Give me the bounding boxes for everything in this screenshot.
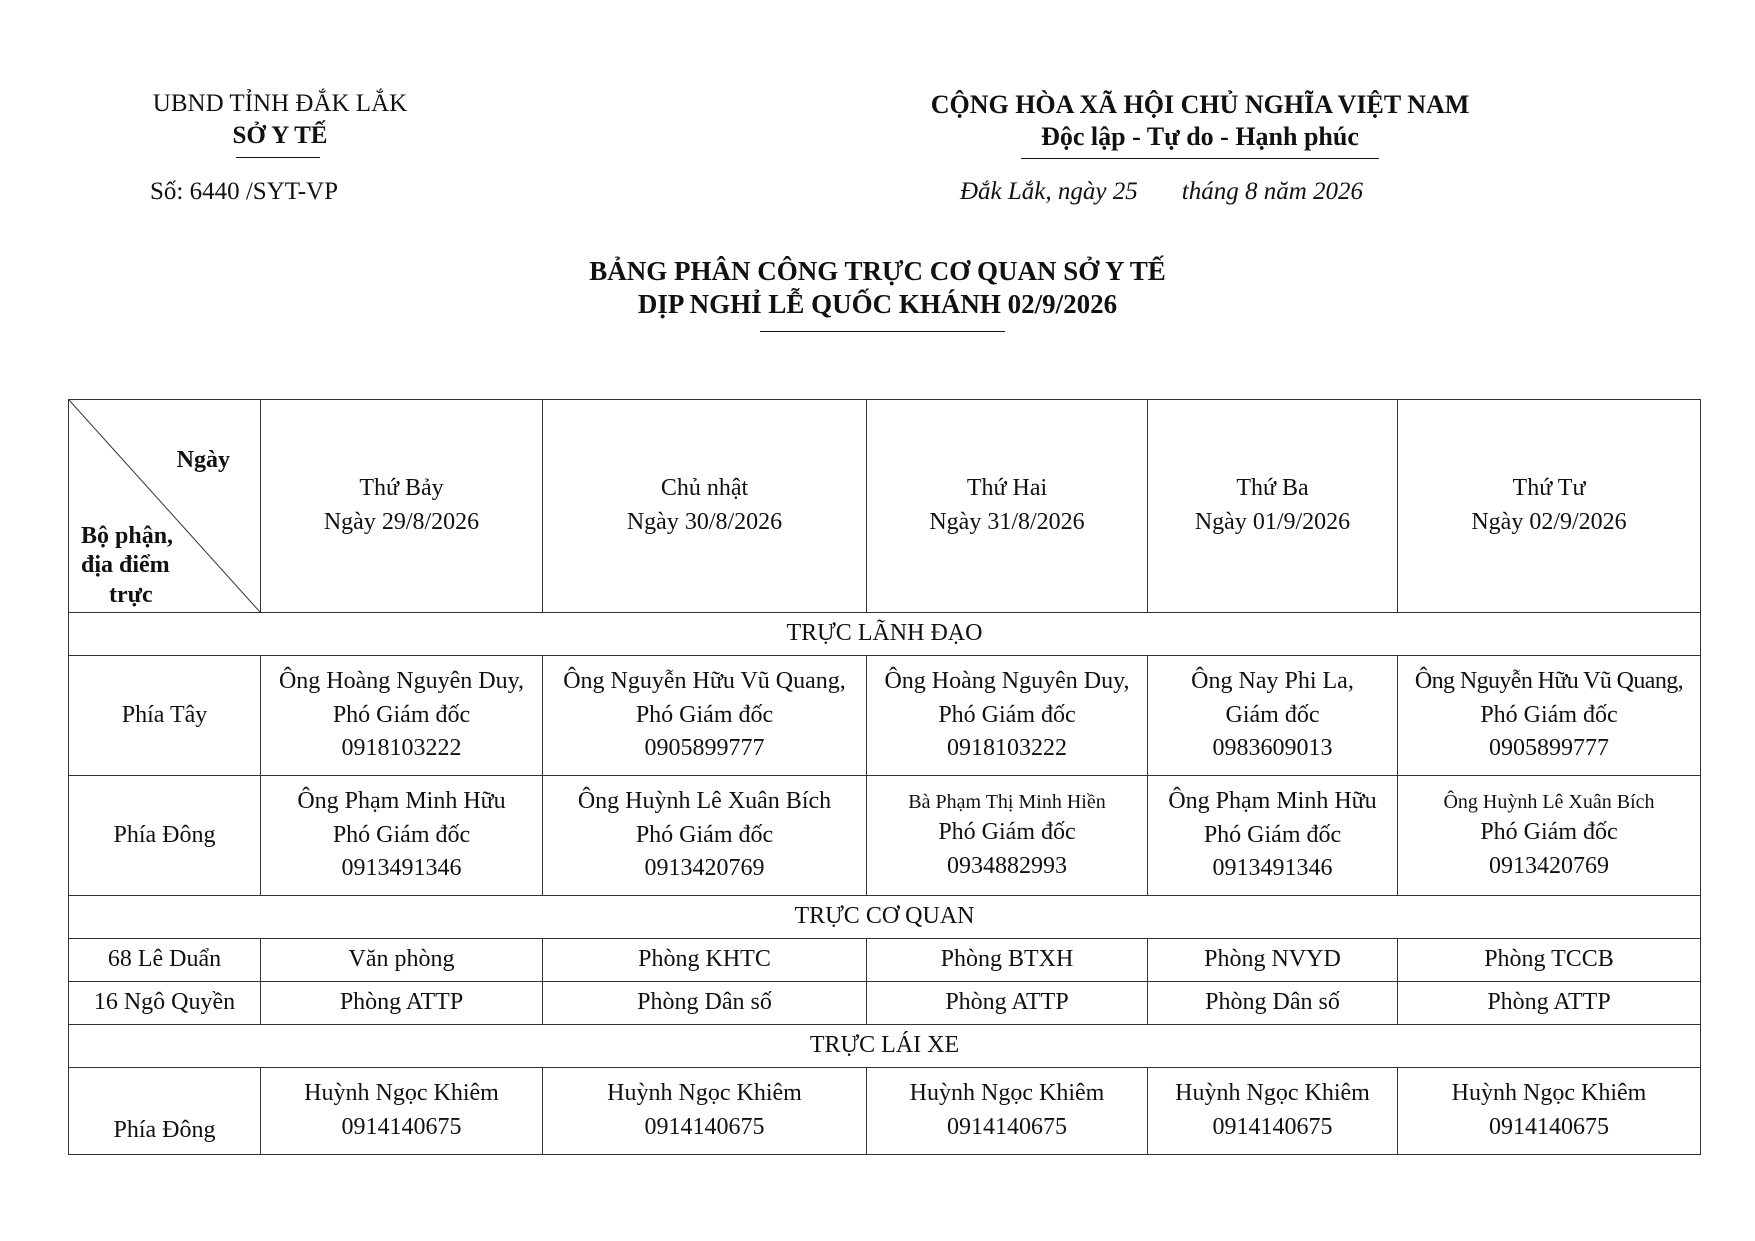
leader-name: Ông Huỳnh Lê Xuân Bích bbox=[577, 788, 832, 815]
leader-name: Ông Huỳnh Lê Xuân Bích bbox=[1443, 790, 1655, 813]
row-label: Phía Đông bbox=[69, 776, 261, 896]
leader-cell bbox=[261, 776, 543, 896]
day-date: Ngày 31/8/2026 bbox=[929, 509, 1085, 535]
section-title: TRỰC LÁI XE bbox=[69, 1025, 1701, 1068]
day-date: Ngày 30/8/2026 bbox=[626, 509, 783, 535]
leader-role: Phó Giám đốc bbox=[332, 701, 471, 728]
driver-cell bbox=[261, 1068, 543, 1155]
doc-number: Số: 6440 /SYT-VP bbox=[150, 178, 339, 205]
leader-phone: 0913491346 bbox=[1212, 855, 1333, 882]
nation-name: CỘNG HÒA XÃ HỘI CHỦ NGHĨA VIỆT NAM bbox=[930, 90, 1470, 119]
org-name: SỞ Y TẾ bbox=[232, 122, 328, 149]
day-weekday: Thứ Hai bbox=[966, 475, 1048, 502]
leader-role: Phó Giám đốc bbox=[1480, 818, 1618, 845]
motto-underline bbox=[1021, 158, 1379, 159]
leader-phone: 0913420769 bbox=[644, 855, 765, 882]
day-weekday: Thứ Bảy bbox=[359, 475, 444, 502]
corner-dept-line: Bộ phận, bbox=[81, 523, 174, 550]
driver-cell bbox=[1148, 1068, 1398, 1155]
org-parent: UBND TỈNH ĐẮK LẮK bbox=[152, 90, 408, 117]
national-motto: Độc lập - Tự do - Hạnh phúc bbox=[1041, 122, 1359, 151]
doc-date bbox=[960, 178, 1460, 206]
section-row-driver bbox=[69, 1025, 1701, 1068]
leader-name: Bà Phạm Thị Minh Hiền bbox=[908, 790, 1106, 813]
day-header bbox=[543, 400, 867, 613]
table-header-row bbox=[69, 400, 1701, 613]
day-header bbox=[867, 400, 1148, 613]
leader-name: Ông Phạm Minh Hữu bbox=[297, 788, 506, 815]
section-row-office bbox=[69, 896, 1701, 939]
leader-cell bbox=[867, 656, 1148, 776]
leader-cell bbox=[1148, 656, 1398, 776]
leader-role: Phó Giám đốc bbox=[332, 821, 471, 848]
row-label: Phía Đông bbox=[69, 1068, 261, 1155]
table-row bbox=[69, 982, 1701, 1025]
driver-name: Huỳnh Ngọc Khiêm bbox=[304, 1080, 499, 1107]
driver-cell bbox=[543, 1068, 867, 1155]
leader-name: Ông Phạm Minh Hữu bbox=[1168, 788, 1377, 815]
title-underline bbox=[760, 331, 1005, 332]
leader-name: Ông Nguyễn Hữu Vũ Quang, bbox=[563, 668, 846, 695]
leader-cell bbox=[1148, 776, 1398, 896]
driver-name: Huỳnh Ngọc Khiêm bbox=[909, 1080, 1105, 1107]
driver-name: Huỳnh Ngọc Khiêm bbox=[607, 1080, 802, 1107]
leader-name: Ông Hoàng Nguyên Duy, bbox=[278, 668, 525, 695]
leader-phone: 0913420769 bbox=[1489, 852, 1609, 879]
office-cell: Phòng Dân số bbox=[1148, 982, 1398, 1025]
table-row bbox=[69, 776, 1701, 896]
leader-cell bbox=[261, 656, 543, 776]
driver-phone: 0914140675 bbox=[341, 1114, 462, 1140]
leader-name: Ông Hoàng Nguyên Duy, bbox=[884, 668, 1130, 695]
leader-phone: 0905899777 bbox=[644, 735, 765, 762]
doc-date-part2: tháng 8 năm 2026 bbox=[1181, 178, 1363, 205]
leader-role: Phó Giám đốc bbox=[635, 821, 774, 848]
driver-phone: 0914140675 bbox=[1489, 1114, 1609, 1140]
day-weekday: Chủ nhật bbox=[660, 475, 749, 502]
day-weekday: Thứ Ba bbox=[1236, 475, 1309, 502]
office-cell: Phòng ATTP bbox=[261, 982, 543, 1025]
day-date: Ngày 29/8/2026 bbox=[323, 509, 480, 535]
leader-cell bbox=[543, 776, 867, 896]
day-header bbox=[1148, 400, 1398, 613]
leader-role: Phó Giám đốc bbox=[938, 701, 1076, 728]
document-title: BẢNG PHÂN CÔNG TRỰC CƠ QUAN SỞ Y TẾ bbox=[589, 256, 1166, 286]
day-date: Ngày 01/9/2026 bbox=[1194, 509, 1351, 535]
corner-cell bbox=[69, 400, 261, 613]
corner-dept-line: địa điểm bbox=[81, 552, 170, 579]
office-cell: Phòng KHTC bbox=[543, 939, 867, 982]
driver-name: Huỳnh Ngọc Khiêm bbox=[1451, 1080, 1647, 1107]
leader-cell bbox=[1398, 776, 1701, 896]
row-label: Phía Tây bbox=[69, 656, 261, 776]
leader-role: Phó Giám đốc bbox=[1203, 821, 1342, 848]
leader-role: Giám đốc bbox=[1225, 701, 1320, 728]
duty-schedule-table bbox=[68, 399, 1701, 1155]
leader-cell bbox=[543, 656, 867, 776]
leader-phone: 0905899777 bbox=[1489, 735, 1609, 762]
leader-name: Ông Nguyễn Hữu Vũ Quang, bbox=[1414, 668, 1684, 695]
corner-day-label: Ngày bbox=[176, 447, 230, 473]
corner-dept-label bbox=[81, 522, 211, 610]
office-cell: Phòng ATTP bbox=[867, 982, 1148, 1025]
section-title: TRỰC LÃNH ĐẠO bbox=[69, 613, 1701, 656]
section-title: TRỰC CƠ QUAN bbox=[69, 896, 1701, 939]
row-label: 16 Ngô Quyền bbox=[69, 982, 261, 1025]
leader-role: Phó Giám đốc bbox=[635, 701, 774, 728]
leader-phone: 0913491346 bbox=[341, 855, 462, 882]
day-date: Ngày 02/9/2026 bbox=[1471, 509, 1627, 535]
table-row bbox=[69, 939, 1701, 982]
table-row bbox=[69, 1068, 1701, 1155]
leader-phone: 0918103222 bbox=[947, 735, 1067, 762]
driver-cell bbox=[867, 1068, 1148, 1155]
office-cell: Phòng TCCB bbox=[1398, 939, 1701, 982]
office-cell: Phòng Dân số bbox=[543, 982, 867, 1025]
office-cell: Phòng ATTP bbox=[1398, 982, 1701, 1025]
document-subtitle: DỊP NGHỈ LỄ QUỐC KHÁNH 02/9/2026 bbox=[637, 289, 1118, 319]
office-cell: Phòng BTXH bbox=[867, 939, 1148, 982]
driver-phone: 0914140675 bbox=[644, 1114, 765, 1140]
driver-name: Huỳnh Ngọc Khiêm bbox=[1175, 1080, 1370, 1107]
row-label: 68 Lê Duẩn bbox=[69, 939, 261, 982]
leader-phone: 0918103222 bbox=[341, 735, 462, 762]
section-row-leaders bbox=[69, 613, 1701, 656]
leader-phone: 0934882993 bbox=[947, 852, 1067, 879]
leader-cell bbox=[867, 776, 1148, 896]
leader-phone: 0983609013 bbox=[1212, 735, 1333, 762]
leader-cell bbox=[1398, 656, 1701, 776]
office-cell: Văn phòng bbox=[261, 939, 543, 982]
driver-cell bbox=[1398, 1068, 1701, 1155]
doc-date-part1: Đắk Lắk, ngày 25 bbox=[960, 178, 1138, 205]
day-header bbox=[261, 400, 543, 613]
leader-role: Phó Giám đốc bbox=[1480, 701, 1618, 728]
table-row bbox=[69, 656, 1701, 776]
driver-phone: 0914140675 bbox=[947, 1114, 1067, 1140]
office-cell: Phòng NVYD bbox=[1148, 939, 1398, 982]
leader-name: Ông Nay Phi La, bbox=[1191, 668, 1354, 695]
day-header bbox=[1398, 400, 1701, 613]
org-underline bbox=[236, 157, 320, 158]
corner-dept-line: trực bbox=[109, 581, 153, 608]
day-weekday: Thứ Tư bbox=[1512, 475, 1586, 502]
driver-phone: 0914140675 bbox=[1212, 1114, 1333, 1140]
leader-role: Phó Giám đốc bbox=[938, 818, 1076, 845]
